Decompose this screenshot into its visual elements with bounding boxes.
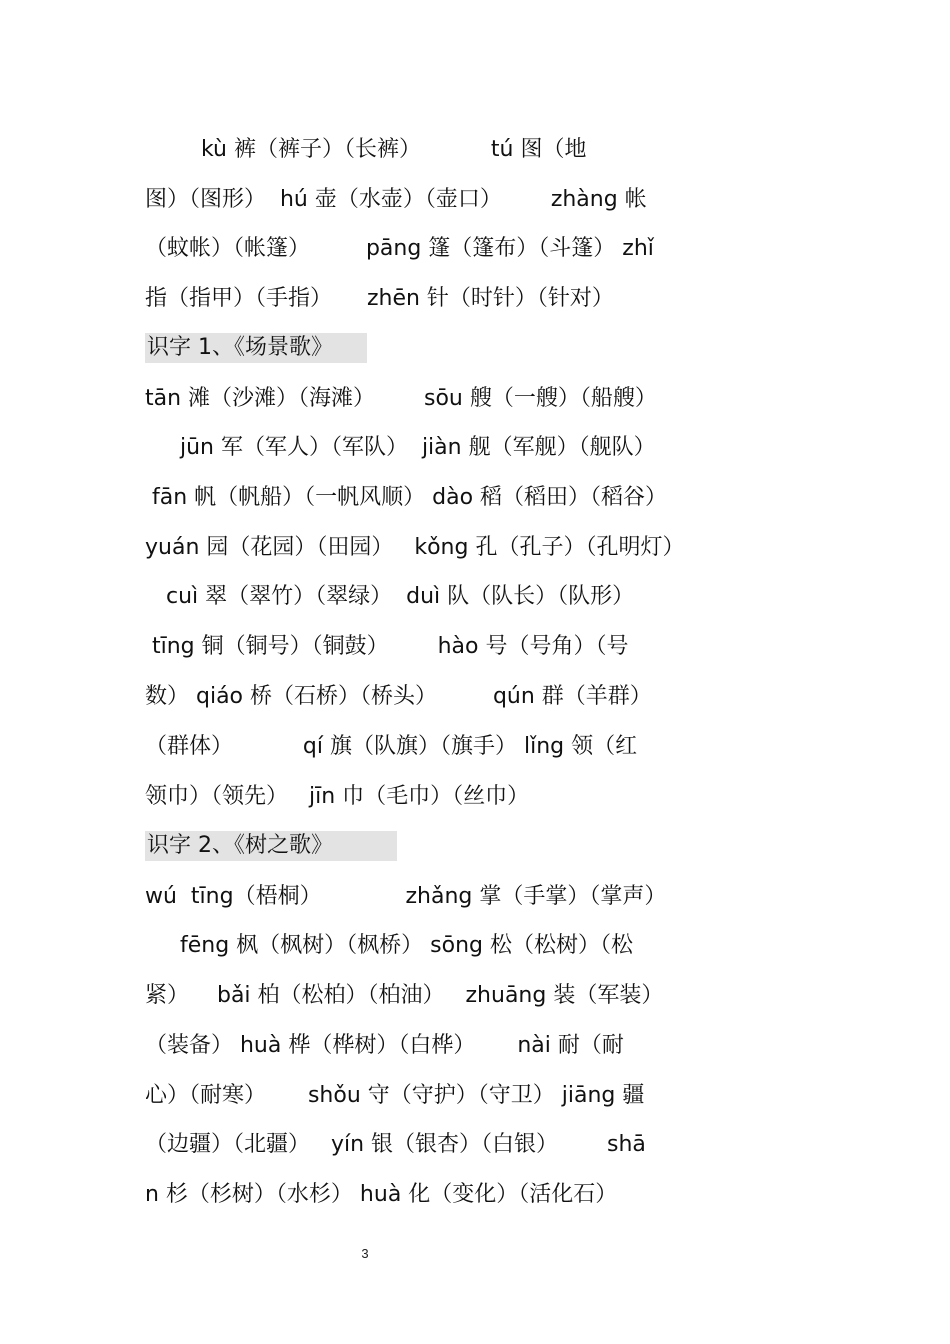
section-heading: 识字 1、《场景歌》 xyxy=(145,333,367,363)
text-line: tīng 铜（铜号）（铜鼓） hào 号（号角）（号 xyxy=(145,634,629,659)
text-line: （装备） huà 桦（桦树）（白桦） nài 耐（耐 xyxy=(145,1033,624,1058)
text-line: 图）（图形） hú 壶（水壶）（壶口） zhàng 帐 xyxy=(145,187,647,212)
text-line: 数） qiáo 桥（石桥）（桥头） qún 群（羊群） xyxy=(145,684,652,709)
text-line: n 杉（杉树）（水杉） huà 化（变化）（活化石） xyxy=(145,1182,618,1207)
text-line: 领巾）（领先） jīn 巾（毛巾）（丝巾） xyxy=(145,784,530,809)
text-line: （蚊帐）（帐篷） pāng 篷（篷布）（斗篷） zhǐ xyxy=(145,236,654,261)
text-line: kù 裤（裤子）（长裤） tú 图（地 xyxy=(145,137,587,162)
text-line: 心）（耐寒） shǒu 守（守护）（守卫） jiāng 疆 xyxy=(145,1083,645,1108)
text-line: 紧） bǎi 柏（松柏）（柏油） zhuāng 装（军装） xyxy=(145,983,664,1008)
text-line: （群体） qí 旗（队旗）（旗手） lǐng 领（红 xyxy=(145,734,638,759)
text-line: fān 帆（帆船）（一帆风顺） dào 稻（稻田）（稻谷） xyxy=(145,485,668,510)
section-heading: 识字 2、《树之歌》 xyxy=(145,831,397,861)
text-line: tān 滩（沙滩）（海滩） sōu 艘（一艘）（船艘） xyxy=(145,386,657,411)
text-line: jūn 军（军人）（军队） jiàn 舰（军舰）（舰队） xyxy=(145,435,656,460)
text-line: yuán 园（花园）（田园） kǒng 孔（孔子）（孔明灯） xyxy=(145,535,685,560)
page-number: 3 xyxy=(361,1246,369,1261)
text-line: cuì 翠（翠竹）（翠绿） duì 队（队长）（队形） xyxy=(145,584,635,609)
text-line: wú tīng（梧桐） zhǎng 掌（手掌）（掌声） xyxy=(145,884,667,909)
text-line: fēng 枫（枫树）（枫桥） sōng 松（松树）（松 xyxy=(145,933,633,958)
text-line: （边疆）（北疆） yín 银（银杏）（白银） shā xyxy=(145,1132,646,1157)
text-line: 指（指甲）（手指） zhēn 针（时针）（针对） xyxy=(145,286,614,311)
